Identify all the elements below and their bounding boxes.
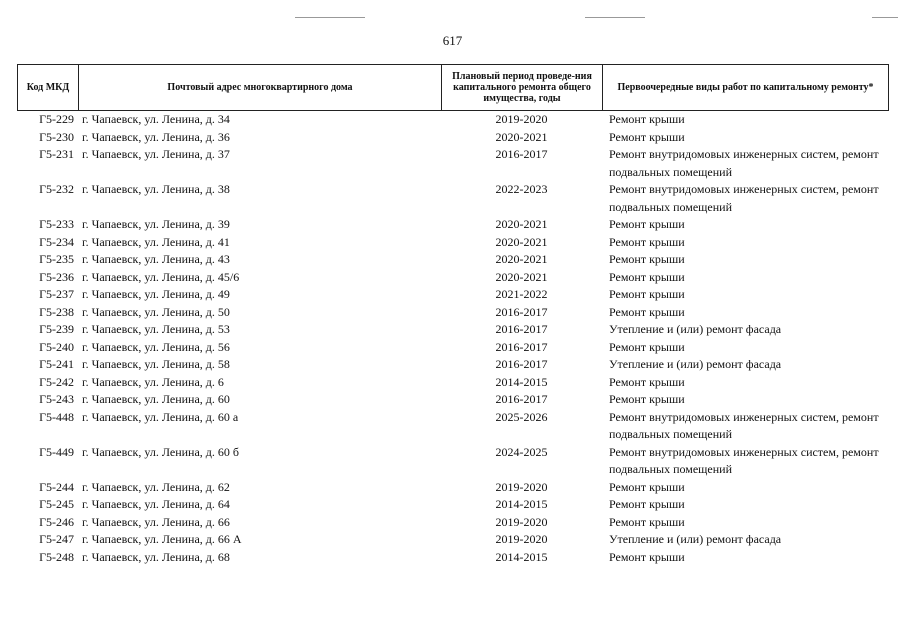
cell-works: Ремонт внутридомовых инженерных систем, ремонт подвальных помещений [609,147,879,179]
cell-works: Ремонт крыши [609,217,685,231]
cell-code: Г5-234 [39,234,74,249]
cell-code: Г5-243 [39,392,74,406]
cell-works: Ремонт крыши [609,304,685,319]
scan-artifact [295,17,365,18]
cell-works: Утепление и (или) ремонт фасада [609,532,782,546]
cell-code: Г5-246 [39,514,74,529]
cell-period: 2019-2020 [495,532,548,546]
cell-address: г. Чапаевск, ул. Ленина, д. 56 [82,339,230,354]
page-number: 617 [442,33,463,48]
cell-address: г. Чапаевск, ул. Ленина, д. 64 [82,497,230,511]
cell-works: Утепление и (или) ремонт фасада [609,357,782,371]
cell-address: г. Чапаевск, ул. Ленина, д. 36 [82,129,230,144]
cell-works: Ремонт крыши [609,339,685,354]
cell-period: 2019-2020 [495,479,548,494]
cell-address: г. Чапаевск, ул. Ленина, д. 66 [82,514,230,529]
header-code: Код МКД [18,65,79,110]
table-row [17,181,889,216]
cell-code: Г5-235 [39,252,74,266]
cell-period: 2019-2020 [495,112,548,126]
cell-works: Ремонт внутридомовых инженерных систем, ремонт подвальных помещений [609,182,879,214]
cell-address: г. Чапаевск, ул. Ленина, д. 60 б [82,444,240,459]
table-row [17,496,889,514]
table-row [17,234,889,252]
table-row [17,444,889,479]
table-row [17,339,889,357]
cell-address: г. Чапаевск, ул. Ленина, д. 45/6 [82,269,240,284]
cell-code: Г5-238 [39,304,74,319]
cell-period: 2020-2021 [495,217,548,231]
cell-code: Г5-239 [39,322,74,336]
table-body [17,111,889,566]
cell-address: г. Чапаевск, ул. Ленина, д. 62 [82,479,230,494]
cell-period: 2020-2021 [495,129,548,144]
cell-works: Ремонт крыши [609,129,685,144]
cell-period: 2021-2022 [495,287,548,301]
cell-address: г. Чапаевск, ул. Ленина, д. 58 [82,357,230,371]
table-row [17,129,889,147]
cell-address: г. Чапаевск, ул. Ленина, д. 34 [82,112,230,126]
table-row [17,409,889,444]
cell-code: Г5-244 [39,479,74,494]
cell-code: Г5-248 [39,549,74,564]
cell-code: Г5-230 [39,129,74,144]
table-row [17,479,889,497]
table-header [17,64,889,111]
cell-works: Ремонт крыши [609,392,685,406]
cell-works: Ремонт крыши [609,252,685,266]
cell-period: 2016-2017 [495,304,548,319]
cell-works: Ремонт внутридомовых инженерных систем, ремонт подвальных помещений [609,444,879,476]
cell-period: 2020-2021 [495,269,548,284]
cell-address: г. Чапаевск, ул. Ленина, д. 66 А [82,532,242,546]
cell-period: 2016-2017 [495,392,548,406]
table-row [17,356,889,374]
cell-address: г. Чапаевск, ул. Ленина, д. 41 [82,234,230,249]
cell-period: 2020-2021 [495,252,548,266]
table-row [17,304,889,322]
cell-works: Утепление и (или) ремонт фасада [609,322,782,336]
header-address: Почтовый адрес многоквартирного дома [79,65,442,110]
cell-works: Ремонт крыши [609,549,685,564]
cell-address: г. Чапаевск, ул. Ленина, д. 37 [82,147,230,161]
table-row [17,531,889,549]
cell-address: г. Чапаевск, ул. Ленина, д. 50 [82,304,230,319]
table-row [17,391,889,409]
table-row [17,321,889,339]
cell-address: г. Чапаевск, ул. Ленина, д. 38 [82,182,230,196]
cell-code: Г5-240 [39,339,74,354]
cell-period: 2016-2017 [495,147,548,161]
table-row [17,216,889,234]
cell-period: 2014-2015 [495,374,548,389]
cell-works: Ремонт крыши [609,269,685,284]
cell-code: Г5-237 [39,287,74,301]
cell-address: г. Чапаевск, ул. Ленина, д. 60 [82,392,230,406]
cell-code: Г5-241 [39,357,74,371]
table-row [17,374,889,392]
cell-works: Ремонт крыши [609,112,685,126]
cell-code: Г5-229 [39,112,74,126]
table-row [17,514,889,532]
cell-code: Г5-233 [39,217,74,231]
cell-works: Ремонт крыши [609,234,685,249]
cell-code: Г5-236 [39,269,74,284]
header-period: Плановый период проведе-ния капитального ремонта общего имущества, годы [442,65,603,110]
cell-period: 2014-2015 [495,497,548,511]
cell-period: 2019-2020 [495,514,548,529]
cell-code: Г5-231 [39,147,74,161]
cell-works: Ремонт крыши [609,374,685,389]
header-works: Первоочередные виды работ по капитальному ремонту* [617,82,874,93]
cell-works: Ремонт крыши [609,497,685,511]
cell-address: г. Чапаевск, ул. Ленина, д. 39 [82,217,230,231]
cell-works: Ремонт крыши [609,514,685,529]
cell-period: 2016-2017 [495,322,548,336]
cell-address: г. Чапаевск, ул. Ленина, д. 6 [82,374,224,389]
cell-code: Г5-448 [39,409,74,424]
cell-period: 2016-2017 [495,357,548,371]
cell-code: Г5-245 [39,497,74,511]
cell-code: Г5-242 [39,374,74,389]
cell-period: 2022-2023 [495,182,548,196]
cell-works: Ремонт внутридомовых инженерных систем, ремонт подвальных помещений [609,409,879,441]
table-row [17,549,889,567]
scan-artifact [872,17,898,18]
cell-address: г. Чапаевск, ул. Ленина, д. 53 [82,322,230,336]
cell-period: 2016-2017 [495,339,548,354]
cell-works: Ремонт крыши [609,287,685,301]
cell-address: г. Чапаевск, ул. Ленина, д. 60 а [82,409,239,424]
cell-period: 2020-2021 [495,234,548,249]
table-row [17,269,889,287]
cell-period: 2025-2026 [495,409,548,424]
table-row [17,111,889,129]
table-row [17,146,889,181]
cell-address: г. Чапаевск, ул. Ленина, д. 43 [82,252,230,266]
cell-period: 2014-2015 [495,549,548,564]
scan-artifact [585,17,645,18]
cell-address: г. Чапаевск, ул. Ленина, д. 49 [82,287,230,301]
table-row [17,286,889,304]
table-row [17,251,889,269]
cell-code: Г5-247 [39,532,74,546]
cell-period: 2024-2025 [495,444,548,459]
cell-code: Г5-449 [39,444,74,459]
cell-works: Ремонт крыши [609,479,685,494]
cell-address: г. Чапаевск, ул. Ленина, д. 68 [82,549,230,564]
cell-code: Г5-232 [39,182,74,196]
